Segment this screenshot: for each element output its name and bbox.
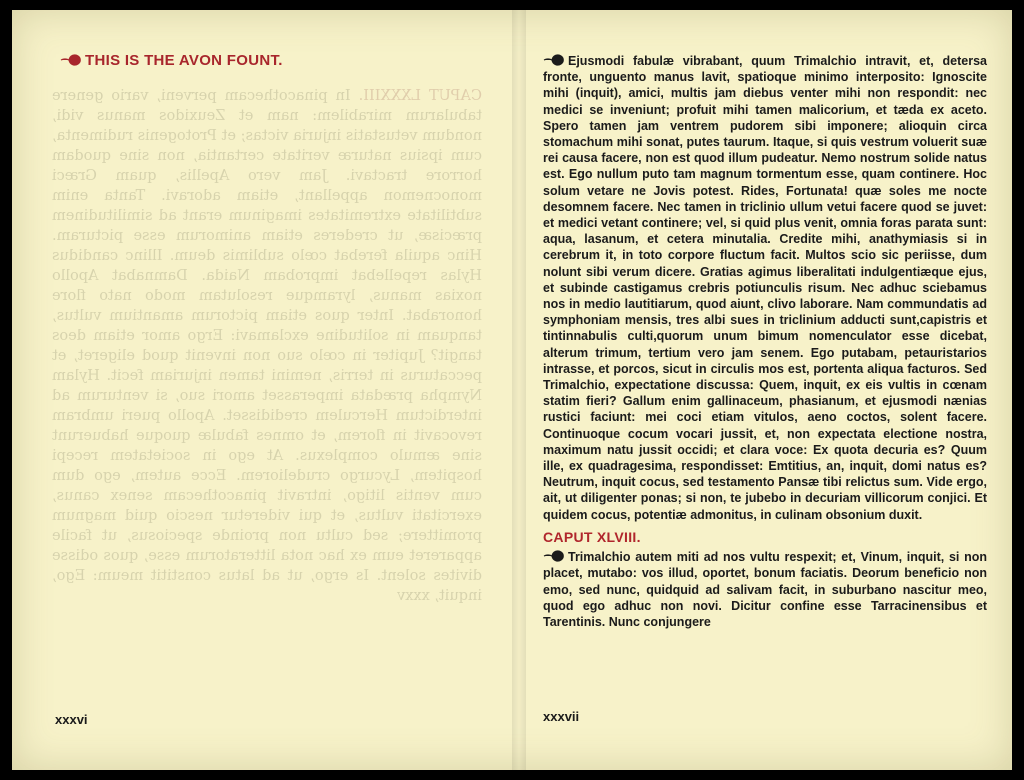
chapter-heading: CAPUT XLVIII. [543, 528, 641, 545]
show-through-text: CAPUT LXXXIII. In pinacothecam perveni, vario genere tabularum mirabilem: nam et Zeuxidos manus vidi, nondum vetustatis injuria victas; et Protogenis rudimenta, cum ipsius naturæ veritate certantia, non sine quodam horrore tractavi. Jam vero Apellis, quam Græci monocnemon appellant, etiam adoravi. Tanta enim subtilitate extremitates imaginum erant ad similitudinem præcisæ, ut crederes etiam animorum esse picturam. Hinc aquila ferebat cœlo sublimis deum. Illinc candidus Hylas repellebat improbam Naida. Damnabat Apollo noxias manus, lyramque resolutam modo nato flore honorabat. Inter quos etiam pictorum amantium vultus, tanquam in solitudine exclamavi: Ergo amor etiam deos tangit? Jupiter in cœlo suo non invenit quod eligeret, et peccaturus in terris, nemini tamen injuriam fecit. Hylam Nympha prædata imperasset amori suo, si venturum ad interdictum Herculem credidisset. Apollo pueri umbram revocavit in florem, et omnes fabulæ quoque habuerunt sine æmulo complexus. At ego in societatem recepi hospitem, Lycurgo crudeliorem. Ecce autem, ego dum cum ventis litigo, intravit pinacothecam senex canus, exercitati vultus, et qui videretur nescio quid magnum promittere; sed cultu non proinde speciosus, ut facile appareret eum ex hac nota litteratorum esse, quos odisse divites solent. Is ergo, ut ad latus constitit meum: Ego, inquit, xxxv [52, 88, 482, 604]
book-gutter [512, 10, 526, 770]
right-page-number: xxxvii [543, 709, 580, 724]
paragraph-2-text: Trimalchio autem miti ad nos vultu respexit; et, Vinum, inquit, si non placet, mutabo: vos illud, oportet, bonum faciatis. Deorum beneficio non emo, sed nunc, quidquid ad salivam facit, in suburbano nascitur meo, quod ego adhuc non novi. Dicitur confine esse Tarracinensibus et Tarentinis. Nunc conjungere [543, 550, 987, 629]
paragraph-1 [543, 53, 987, 523]
hedera-leaf-icon [543, 549, 565, 563]
paragraph-2 [543, 549, 987, 630]
left-page-heading [60, 52, 283, 69]
hedera-leaf-icon [60, 53, 82, 67]
right-page-body [543, 53, 987, 630]
left-heading-text: THIS IS THE AVON FOUNT. [85, 52, 283, 69]
left-page-number: xxxvi [55, 712, 88, 727]
hedera-leaf-icon [543, 53, 565, 67]
paragraph-1-text: Ejusmodi fabulæ vibrabant, quum Trimalchio intravit, et, detersa fronte, unguento manus lavit, spatioque minimo interposito: Ignoscite mihi (inquit), amici, multis jam diebus venter mihi non respondit: nec medici se inveniunt; profuit mihi tamen malicorium, et tæda ex aceto. Spero tamen jam ventrem pudorem sibi imponere; alioquin circa stomachum mihi sonat, putes taurum. Itaque, si quis vestrum voluerit suæ rei causa facere, non est quod illum pudeatur. Nemo nostrum solide natus est. Ego nullum puto tam magnum tormentum esse, quam continere. Hoc solum vetare ne Jovis potest. Rides, Fortunata! quæ soles me nocte desomnem facere. Nec tamen in triclinio ullum vetui facere quod se juvet: et medici vetant continere; vel, si quid plus venit, omnia foras parata sunt: aqua, lasanum, et cetera minutalia. Credite mihi, anathymiasis si in cerebrum it, in toto corpore fluctum facit. Multos scio sic periisse, dum nolunt sibi verum dicere. Gratias agimus liberalitati indulgentiæque ejus, et subinde castigamus crebris potiunculis risum. Nec adhuc sciebamus nos in medio lautitiarum, quod aiunt, clivo laborare. Nam commundatis ad symphoniam mensis, tres albi sues in triclinium adducti sunt,capistris et tintinnabulis culti,quorum unum bimum nomenculator esse dicebat, alterum trimum, tertium vero jam senem. Ego putabam, petauristarios intrasse, et porcos, sicut in circulis mos est, portenta aliqua facturos. Sed Trimalchio, expectatione discussa: Quem, inquit, ex eis vultis in cœnam statim fieri? Gallum enim gallinaceum, phasianum, et ejusmodi nænias rustici faciunt: mei coci etiam vitulos, aeno coctos, solent facere. Continuoque cocum vocari jussit, et, non expectata electione nostra, maximum natu jussit occidi; et clara voce: Ex quota decuria es? Quum ille, ex quadragesima, respondisset: Emtitius, an, inquit, domi natus es? Neutrum, inquit cocus, sed testamento Pansæ tibi relictus sum. Vide ergo, ait, ut diligenter ponas; si non, te jubebo in decuriam villicorum conjici. Et quidem cocus, potentiæ admonitus, in culinam obsonium duxit. [543, 54, 987, 522]
